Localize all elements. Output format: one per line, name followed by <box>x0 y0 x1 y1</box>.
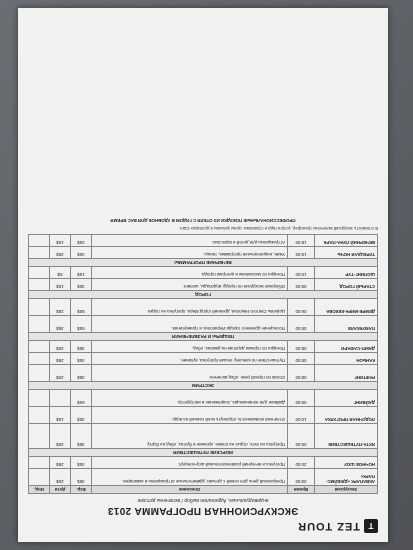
price-individual <box>29 424 50 449</box>
excursion-time: 19:00 <box>288 247 315 259</box>
section-heading-row <box>29 291 378 299</box>
excursion-name: АКВАПАРК «ДЖЕЙМС-ПАРК» <box>315 469 378 486</box>
section-heading-row <box>29 259 378 267</box>
excursion-name: ЛОДОЧНАЯ ПРОГУЛКА <box>315 407 378 424</box>
price-adult: 35$ <box>71 365 92 382</box>
page-subtitle: индивидуальные, Адреналин выбор / включены детские <box>137 497 269 503</box>
table-row <box>29 457 378 469</box>
price-child: 20$ <box>50 469 71 486</box>
excursion-name: ВЕЧЕРНИЙ ЛУНА-ПАРК <box>315 235 378 247</box>
table-row <box>29 424 378 449</box>
col-header: Инд. <box>29 486 50 494</box>
table-row <box>29 279 378 291</box>
excursion-name: ДЖИП-САФАРИ <box>315 341 378 353</box>
price-individual <box>29 316 50 333</box>
excursion-time: 18:00 <box>288 235 315 247</box>
section-heading: МОРСКИЕ ПУТЕШЕСТВИЯ <box>29 449 378 457</box>
table-row <box>29 353 378 365</box>
excursion-name: РАФТИНГ <box>315 365 378 382</box>
price-individual <box>29 341 50 353</box>
excursion-name: ЯХТА-ПУТЕШЕСТВИЕ <box>315 424 378 449</box>
price-adult: 25$ <box>71 235 92 247</box>
table-row <box>29 341 378 353</box>
excursion-name: КАНЬОН <box>315 353 378 365</box>
price-individual <box>29 279 50 291</box>
excursion-time: 09:00 <box>288 279 315 291</box>
table-row <box>29 247 378 259</box>
section-heading-row <box>29 333 378 341</box>
price-child: 20$ <box>50 424 71 449</box>
price-child: 15$ <box>50 279 71 291</box>
price-adult: 35$ <box>71 469 92 486</box>
price-child: 5$ <box>50 267 71 279</box>
excursion-time: 06:00 <box>288 299 315 316</box>
price-adult: 60$ <box>71 390 92 407</box>
price-note: В стоимость экскурсий включены трансфер, услуги гида и страховка. Цены указаны в долларах США. <box>178 226 378 231</box>
price-individual <box>29 267 50 279</box>
excursion-description: Прекрасный день для семей с детьми, удивительные аттракционы в аквапарке. <box>92 469 288 486</box>
price-individual <box>29 299 50 316</box>
excursion-time: 10:00 <box>288 267 315 279</box>
excursion-description: Посещение древнего города Иераполис и травертинов. <box>92 316 288 333</box>
footer-slogan: ПРОФЕССИОНАЛЬНЫЕ ПОЕЗДКИ ИЗ ОТЕЛЯ С ГИДОМ В УДОБНОЕ ДЛЯ ВАС ВРЕМЯ <box>110 218 296 223</box>
excursion-description: Прогулка на яхте, отдых на пляже, купание в бухтах, обед на борту. <box>92 424 288 449</box>
col-header: Экскурсия <box>315 486 378 494</box>
col-header: Время <box>288 486 315 494</box>
section-heading-row <box>29 382 378 390</box>
excursion-description: Прогулка и вечерний развлекательный шоу-концерт. <box>92 457 288 469</box>
excursion-time: 09:00 <box>288 469 315 486</box>
section-heading: ПЕЩЕРЫ И РАЗВЛЕЧЕНИЯ <box>29 333 378 341</box>
price-individual <box>29 235 50 247</box>
price-individual <box>29 365 50 382</box>
price-individual <box>29 457 50 469</box>
price-individual <box>29 407 50 424</box>
sheet-content <box>28 218 378 534</box>
price-adult: 10$ <box>71 267 92 279</box>
price-individual <box>29 469 50 486</box>
price-child: 20$ <box>50 341 71 353</box>
excursion-name: ДАЙВИНГ <box>315 390 378 407</box>
price-child: 15$ <box>50 407 71 424</box>
table-header-row <box>29 486 378 494</box>
brand-logo <box>28 518 378 534</box>
price-child: 25$ <box>50 457 71 469</box>
excursion-name: ДЕМРЕ-МИРА-КЕКОВА <box>315 299 378 316</box>
price-individual <box>29 247 50 259</box>
excursion-name: ШОПИНГ-ТУР <box>315 267 378 279</box>
excursion-name: ПАМУККАЛЕ <box>315 316 378 333</box>
excursion-time: 08:00 <box>288 353 315 365</box>
price-child: 25$ <box>50 353 71 365</box>
price-adult: 40$ <box>71 457 92 469</box>
section-heading: ГОРОД <box>29 291 378 299</box>
price-adult: 40$ <box>71 247 92 259</box>
table-row <box>29 299 378 316</box>
excursion-table <box>28 234 378 494</box>
excursion-time: 08:00 <box>288 365 315 382</box>
section-heading: ВЕЧЕРНИЕ ПРОГРАММЫ <box>29 259 378 267</box>
excursion-name: СТАРЫЙ ГОРОД <box>315 279 378 291</box>
excursion-description: Сплав по горной реке, обед включен. <box>92 365 288 382</box>
excursion-description: Церковь Святого Николая, древний город Мира, прогулка на лодке. <box>92 299 288 316</box>
price-child: 35$ <box>50 316 71 333</box>
price-child <box>50 390 71 407</box>
excursion-description: Обзорная экскурсия по городу, водопады, шопинг. <box>92 279 288 291</box>
price-individual <box>29 353 50 365</box>
price-child: 15$ <box>50 235 71 247</box>
section-heading: ЭКСТРИМ <box>29 382 378 390</box>
excursion-description: Путешествие по каньону, пешая прогулка, купание. <box>92 353 288 365</box>
table-row <box>29 316 378 333</box>
table-row <box>29 407 378 424</box>
price-adult: 35$ <box>71 341 92 353</box>
excursion-sheet <box>18 8 388 542</box>
page-title: ЭКСКУРСИОННАЯ ПРОГРАММА 2013 <box>107 505 299 516</box>
excursion-name: ТУРЕЦКАЯ НОЧЬ <box>315 247 378 259</box>
col-header: Описание <box>92 486 288 494</box>
excursion-time: 05:00 <box>288 316 315 333</box>
excursion-description: Аттракционы для детей и взрослых. <box>92 235 288 247</box>
excursion-time: 09:00 <box>288 424 315 449</box>
col-header: Взр. <box>71 486 92 494</box>
excursion-description: Дайвинг для начинающих, снаряжение и инструктор. <box>92 390 288 407</box>
section-heading-row <box>29 449 378 457</box>
excursion-time: 08:00 <box>288 341 315 353</box>
price-adult: 65$ <box>71 316 92 333</box>
price-individual <box>29 390 50 407</box>
table-row <box>29 267 378 279</box>
price-child: 25$ <box>50 299 71 316</box>
excursion-description: Поездка по горным дорогам на джипах, обед. <box>92 341 288 353</box>
price-adult: 35$ <box>71 424 92 449</box>
excursion-time: 10:00 <box>288 407 315 424</box>
excursion-time: 09:00 <box>288 390 315 407</box>
price-adult: 30$ <box>71 407 92 424</box>
price-adult: 50$ <box>71 299 92 316</box>
table-body <box>29 235 378 486</box>
excursion-description: Отличная возможность отдохнуть всей семьей на воде. <box>92 407 288 424</box>
logo-text: TEZ TOUR <box>297 520 360 532</box>
table-row <box>29 365 378 382</box>
excursion-description: Ужин, национальная программа, танцы. <box>92 247 288 259</box>
table-row <box>29 235 378 247</box>
excursion-description: Поездка по магазинам и центрам города. <box>92 267 288 279</box>
price-child: 20$ <box>50 365 71 382</box>
excursion-name: НОЧНОЕ ШОУ <box>315 457 378 469</box>
table-row <box>29 469 378 486</box>
price-child: 25$ <box>50 247 71 259</box>
col-header: Дети <box>50 486 71 494</box>
table-row <box>29 390 378 407</box>
logo-mark-icon: T <box>364 519 378 533</box>
price-adult: 30$ <box>71 279 92 291</box>
excursion-time: 20:00 <box>288 457 315 469</box>
price-adult: 40$ <box>71 353 92 365</box>
